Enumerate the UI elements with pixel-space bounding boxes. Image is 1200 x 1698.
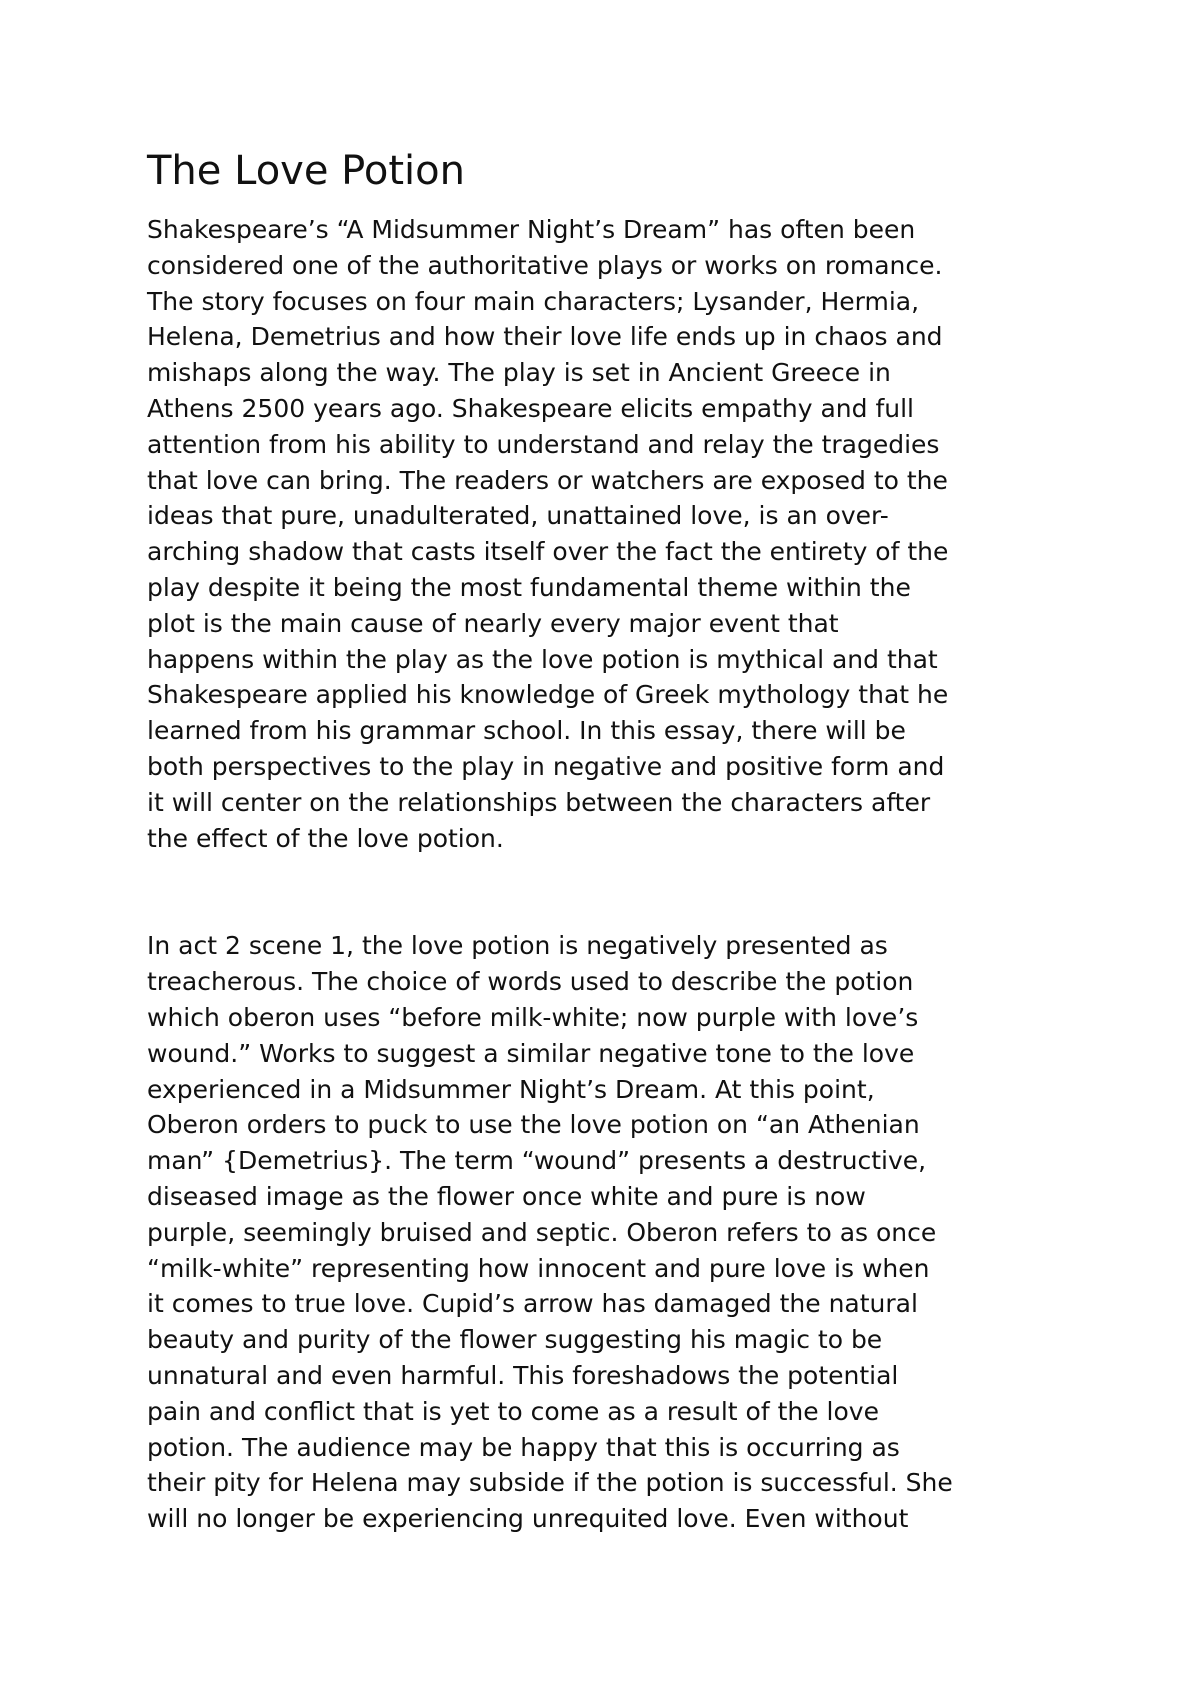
text-line: potion. The audience may be happy that this is occurring as: [147, 1432, 900, 1462]
text-line: wound.” Works to suggest a similar negative tone to the love: [147, 1038, 915, 1068]
text-line: purple, seemingly bruised and septic. Oberon refers to as once: [147, 1217, 937, 1247]
text-line: ideas that pure, unadulterated, unattained love, is an over-: [147, 501, 889, 531]
text-line: man” {Demetrius}. The term “wound” presents a destructive,: [147, 1146, 927, 1176]
text-line: it comes to true love. Cupid’s arrow has damaged the natural: [147, 1289, 918, 1319]
text-line: considered one of the authoritative plays or works on romance.: [147, 250, 943, 280]
text-line: beauty and purity of the flower suggesting his magic to be: [147, 1325, 883, 1355]
text-line: pain and conflict that is yet to come as a result of the love: [147, 1396, 879, 1426]
text-line: which oberon uses “before milk-white; now purple with love’s: [147, 1002, 919, 1032]
document-title: The Love Potion: [147, 148, 465, 194]
text-line: attention from his ability to understand and relay the tragedies: [147, 429, 940, 459]
text-line: plot is the main cause of nearly every major event that: [147, 608, 839, 638]
text-line: both perspectives to the play in negative and positive form and: [147, 751, 945, 781]
text-line: Helena, Demetrius and how their love life ends up in chaos and: [147, 322, 943, 352]
text-line: mishaps along the way. The play is set in Ancient Greece in: [147, 358, 891, 388]
text-line: Oberon orders to puck to use the love potion on “an Athenian: [147, 1110, 920, 1140]
text-line: that love can bring. The readers or watchers are exposed to the: [147, 465, 948, 495]
text-line: learned from his grammar school. In this essay, there will be: [147, 716, 906, 746]
text-line: unnatural and even harmful. This foreshadows the potential: [147, 1360, 899, 1390]
text-line: happens within the play as the love potion is mythical and that: [147, 644, 938, 674]
text-line: In act 2 scene 1, the love potion is negatively presented as: [147, 931, 888, 961]
text-line: “milk-white” representing how innocent and pure love is when: [147, 1253, 930, 1283]
text-line: it will center on the relationships between the characters after: [147, 787, 931, 817]
text-line: The story focuses on four main characters; Lysander, Hermia,: [147, 286, 920, 316]
text-line: their pity for Helena may subside if the potion is successful. She: [147, 1468, 953, 1498]
text-line: Athens 2500 years ago. Shakespeare elicits empathy and full: [147, 393, 914, 423]
text-line: play despite it being the most fundamental theme within the: [147, 572, 911, 602]
text-line: Shakespeare’s “A Midsummer Night’s Dream” has often been: [147, 215, 916, 244]
text-line: Shakespeare applied his knowledge of Greek mythology that he: [147, 680, 949, 710]
document-body: [147, 145, 1087, 1537]
paragraph-act-2-scene-1: [147, 928, 1087, 1537]
text-line: treacherous. The choice of words used to describe the potion: [147, 967, 914, 997]
text-line: the effect of the love potion.: [147, 823, 504, 853]
text-line: will no longer be experiencing unrequited love. Even without: [147, 1504, 909, 1534]
text-line: diseased image as the flower once white and pure is now: [147, 1181, 866, 1211]
paragraph-introduction: [147, 212, 1087, 856]
text-line: experienced in a Midsummer Night’s Dream. At this point,: [147, 1074, 875, 1104]
text-line: arching shadow that casts itself over the fact the entirety of the: [147, 537, 949, 567]
